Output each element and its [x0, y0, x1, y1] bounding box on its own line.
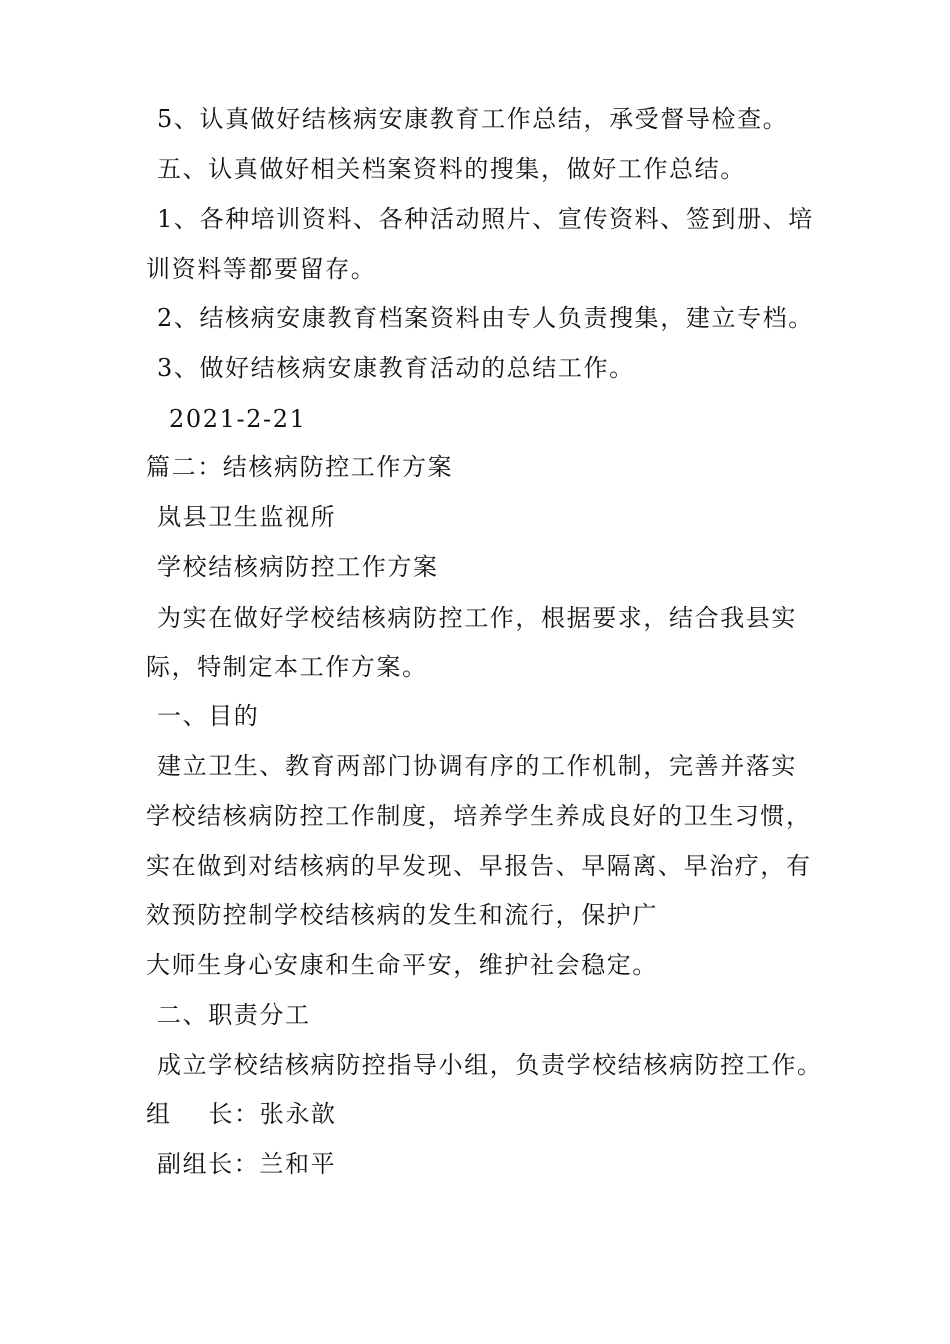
text-line: 5、认真做好结核病安康教育工作总结，承受督导检查。 — [157, 105, 789, 133]
organization-name: 岚县卫生监视所 — [157, 503, 337, 531]
text-line: 实在做到对结核病的早发现、早报告、早隔离、早治疗，有 — [146, 852, 812, 880]
text-line: 3、做好结核病安康教育活动的总结工作。 — [157, 354, 635, 382]
text-line: 组 长：张永歆 — [146, 1100, 337, 1128]
text-line: 学校结核病防控工作制度，培养学生养成良好的卫生习惯， — [146, 802, 812, 830]
section-heading: 篇二：结核病防控工作方案 — [146, 453, 454, 481]
text-line: 1、各种培训资料、各种活动照片、宣传资料、签到册、培 — [157, 205, 814, 233]
text-line: 训资料等都要留存。 — [146, 255, 377, 283]
text-line: 效预防控制学校结核病的发生和流行，保护广 — [146, 901, 658, 929]
text-line: 副组长：兰和平 — [157, 1150, 337, 1178]
section-heading: 二、职责分工 — [157, 1001, 311, 1029]
text-line: 为实在做好学校结核病防控工作，根据要求，结合我县实 — [157, 604, 797, 632]
document-title: 学校结核病防控工作方案 — [157, 553, 439, 581]
text-line: 成立学校结核病防控指导小组，负责学校结核病防控工作。 — [157, 1051, 823, 1079]
text-line: 大师生身心安康和生命平安，维护社会稳定。 — [146, 951, 658, 979]
text-line: 2、结核病安康教育档案资料由专人负责搜集，建立专档。 — [157, 304, 814, 332]
text-line: 建立卫生、教育两部门协调有序的工作机制，完善并落实 — [157, 752, 797, 780]
text-line: 五、认真做好相关档案资料的搜集，做好工作总结。 — [157, 155, 746, 183]
date-line: 2021-2-21 — [169, 405, 307, 433]
text-line: 际，特制定本工作方案。 — [146, 653, 428, 681]
section-heading: 一、目的 — [157, 702, 260, 730]
